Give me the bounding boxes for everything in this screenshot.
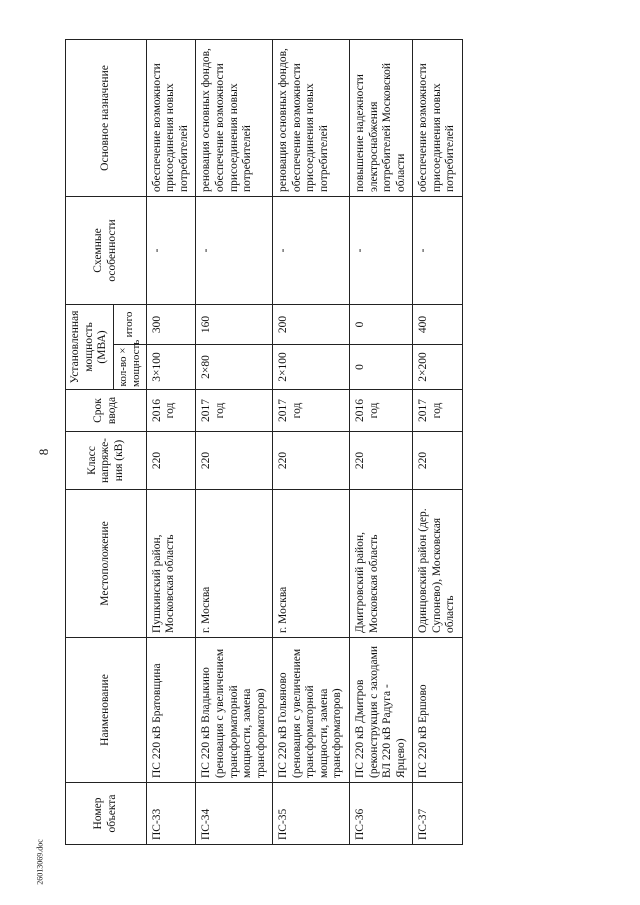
- cell-voltage: 220: [146, 432, 196, 490]
- cell-number: ПС-37: [413, 783, 463, 845]
- footer-filename: 26013069.doc: [35, 839, 45, 885]
- cell-voltage: 220: [196, 432, 273, 490]
- cell-purpose: реновация основных фондов, обеспечение возможности присоединения новых потребителей: [196, 39, 273, 196]
- header-power-group: Установленная мощность (МВА): [66, 304, 114, 389]
- cell-year: 2017 год: [273, 390, 350, 432]
- table-row: [350, 39, 413, 844]
- cell-purpose: обеспечение возможности присоединения новых потребителей: [146, 39, 196, 196]
- cell-power-total: 160: [196, 304, 273, 344]
- cell-voltage: 220: [273, 432, 350, 490]
- cell-number: ПС-35: [273, 783, 350, 845]
- cell-purpose: реновация основных фондов, обеспечение возможности присоединения новых потребителей: [273, 39, 350, 196]
- cell-features: -: [146, 196, 196, 304]
- table-row: [146, 39, 196, 844]
- cell-name: ПС 220 кВ Гольяново (реновация с увеличением трансформаторной мощности, замена трансформаторов): [273, 638, 350, 783]
- cell-purpose: обеспечение возможности присоединения новых потребителей: [413, 39, 463, 196]
- cell-name: ПС 220 кВ Братовщина: [146, 638, 196, 783]
- cell-power-total: 300: [146, 304, 196, 344]
- cell-features: -: [273, 196, 350, 304]
- header-voltage: Класс напряже-ния (кВ): [66, 432, 147, 490]
- table-row: [196, 39, 273, 844]
- cell-power-total: 0: [350, 304, 413, 344]
- cell-features: -: [196, 196, 273, 304]
- header-location: Местоположение: [66, 490, 147, 638]
- cell-year: 2017 год: [196, 390, 273, 432]
- cell-number: ПС-33: [146, 783, 196, 845]
- cell-power-count: 0: [350, 345, 413, 390]
- cell-power-count: 2×80: [196, 345, 273, 390]
- cell-power-total: 200: [273, 304, 350, 344]
- cell-location: Пушкинский район, Московская область: [146, 490, 196, 638]
- rotated-table-wrapper: [65, 40, 463, 845]
- header-features: Схемные особенности: [66, 196, 147, 304]
- cell-voltage: 220: [350, 432, 413, 490]
- cell-name: ПС 220 кВ Дмитров (реконструкция с заходами ВЛ 220 кВ Радуга - Ярцево): [350, 638, 413, 783]
- header-power-total: итого: [113, 304, 146, 344]
- cell-year: 2016 год: [350, 390, 413, 432]
- cell-number: ПС-34: [196, 783, 273, 845]
- cell-name: ПС 220 кВ Ершово: [413, 638, 463, 783]
- cell-power-count: 2×100: [273, 345, 350, 390]
- cell-location: г. Москва: [196, 490, 273, 638]
- header-name: Наименование: [66, 638, 147, 783]
- substations-table: [65, 39, 463, 845]
- cell-power-count: 2×200: [413, 345, 463, 390]
- cell-voltage: 220: [413, 432, 463, 490]
- header-number: Номер объекта: [66, 783, 147, 845]
- cell-year: 2016 год: [146, 390, 196, 432]
- cell-year: 2017 год: [413, 390, 463, 432]
- header-purpose: Основное назначение: [66, 39, 147, 196]
- cell-features: -: [350, 196, 413, 304]
- header-year: Срок ввода: [66, 390, 147, 432]
- cell-purpose: повышение надежности электроснабжения потребителей Московской области: [350, 39, 413, 196]
- cell-location: г. Москва: [273, 490, 350, 638]
- table-row: [273, 39, 350, 844]
- page-number: 8: [36, 448, 51, 456]
- table-row: [413, 39, 463, 844]
- cell-name: ПС 220 кВ Владыкино (реновация с увеличением трансформаторной мощности, замена трансформаторов): [196, 638, 273, 783]
- cell-number: ПС-36: [350, 783, 413, 845]
- cell-features: -: [413, 196, 463, 304]
- cell-power-total: 400: [413, 304, 463, 344]
- cell-power-count: 3×100: [146, 345, 196, 390]
- cell-location: Одинцовский район (дер. Супонево), Московская область: [413, 490, 463, 638]
- header-power-count: кол-во × мощность: [113, 345, 146, 390]
- cell-location: Дмитровский район, Московская область: [350, 490, 413, 638]
